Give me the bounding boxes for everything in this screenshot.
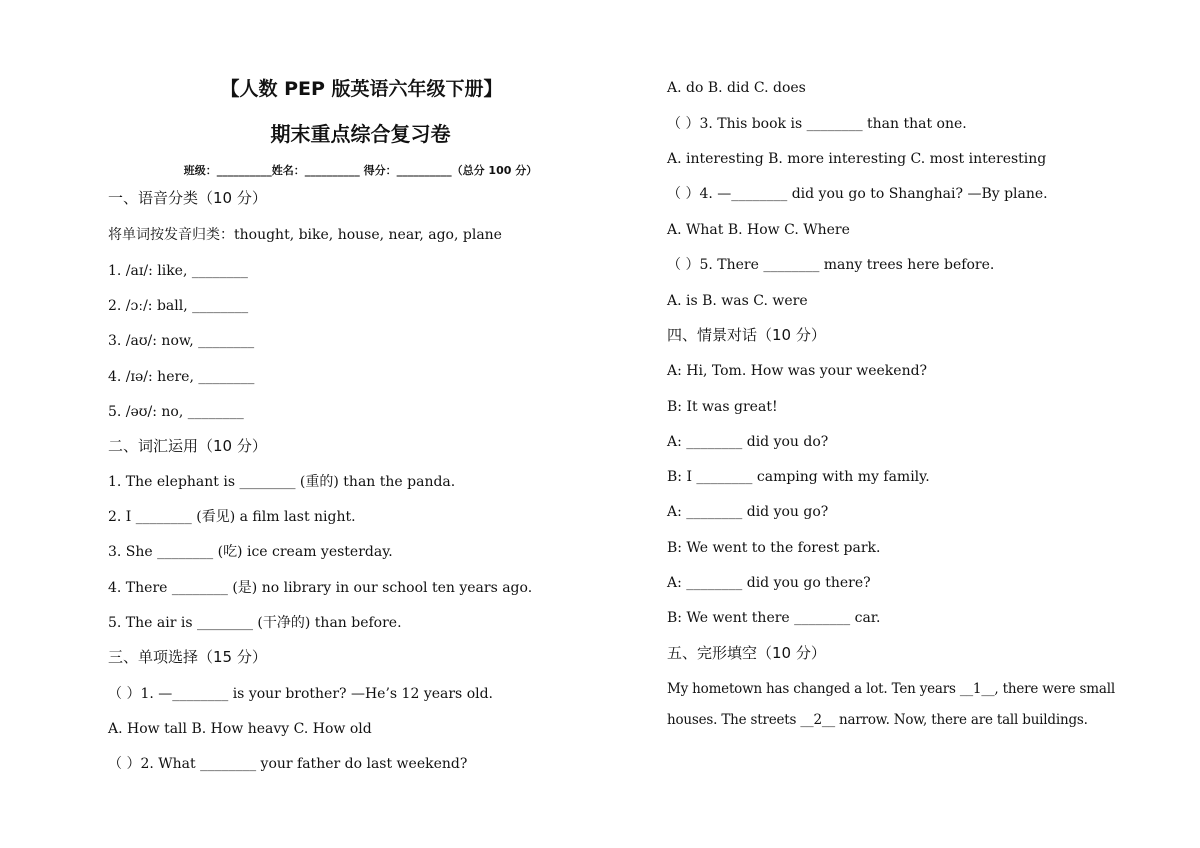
exam-subtitle: 期末重点综合复习卷 — [270, 122, 451, 146]
dialogue-line: A: Hi, Tom. How was your weekend? — [667, 363, 928, 379]
cloze-passage-line: My hometown has changed a lot. Ten years __1__, there were small — [667, 681, 1115, 697]
section-3-line: A. interesting B. more interesting C. most interesting — [667, 151, 1047, 167]
cloze-passage-line: houses. The streets __2__ narrow. Now, there are tall buildings. — [667, 712, 1088, 728]
section-3-title: 三、单项选择（15 分） — [108, 648, 267, 666]
dialogue-line: A: ________ did you do? — [667, 434, 829, 450]
dialogue-line: B: It was great! — [667, 399, 778, 415]
section-1-item: 4. /ɪə/: here, ________ — [108, 369, 255, 385]
section-2-item: 3. She ________ (吃) ice cream yesterday. — [108, 544, 393, 560]
exam-title: 【人数 PEP 版英语六年级下册】 — [220, 78, 503, 100]
section-1-item: 3. /aʊ/: now, ________ — [108, 333, 255, 349]
section-3-line: （ ）1. —________ is your brother? —He’s 12 years old. — [108, 686, 494, 702]
section-1-title: 一、语音分类（10 分） — [108, 189, 267, 207]
section-1-item: 5. /əʊ/: no, ________ — [108, 404, 244, 420]
section-4-title: 四、情景对话（10 分） — [667, 326, 826, 344]
section-2-item: 5. The air is ________ (干净的) than before. — [108, 615, 402, 631]
dialogue-line: A: ________ did you go? — [667, 504, 829, 520]
section-3-line: （ ）5. There ________ many trees here before. — [667, 257, 995, 273]
student-info-line: 班级：__________姓名：__________ 得分：__________（总分 100 分） — [183, 164, 538, 177]
dialogue-line: B: We went to the forest park. — [667, 540, 881, 556]
section-2-item: 4. There ________ (是) no library in our school ten years ago. — [108, 580, 533, 596]
section-3-line: （ ）2. What ________ your father do last weekend? — [108, 756, 468, 772]
section-3-line: A. What B. How C. Where — [667, 222, 850, 238]
section-2-item: 1. The elephant is ________ (重的) than the panda. — [108, 474, 456, 490]
section-2-title: 二、词汇运用（10 分） — [108, 437, 267, 455]
section-1-item: 1. /aɪ/: like, ________ — [108, 263, 248, 279]
section-5-title: 五、完形填空（10 分） — [667, 644, 826, 662]
section-3-line: A. is B. was C. were — [667, 293, 808, 309]
dialogue-line: A: ________ did you go there? — [667, 575, 871, 591]
section-2-item: 2. I ________ (看见) a film last night. — [108, 509, 356, 525]
section-1-item: 2. /ɔː/: ball, ________ — [108, 298, 249, 314]
section-3-line: （ ）4. —________ did you go to Shanghai? —By plane. — [667, 186, 1048, 202]
section-3-line: A. do B. did C. does — [667, 80, 806, 96]
section-1-instruction: 将单词按发音归类：thought, bike, house, near, ago, plane — [108, 227, 502, 243]
dialogue-line: B: I ________ camping with my family. — [667, 469, 930, 485]
dialogue-line: B: We went there ________ car. — [667, 610, 881, 626]
section-3-line: （ ）3. This book is ________ than that one. — [667, 116, 967, 132]
section-3-line: A. How tall B. How heavy C. How old — [108, 721, 372, 737]
